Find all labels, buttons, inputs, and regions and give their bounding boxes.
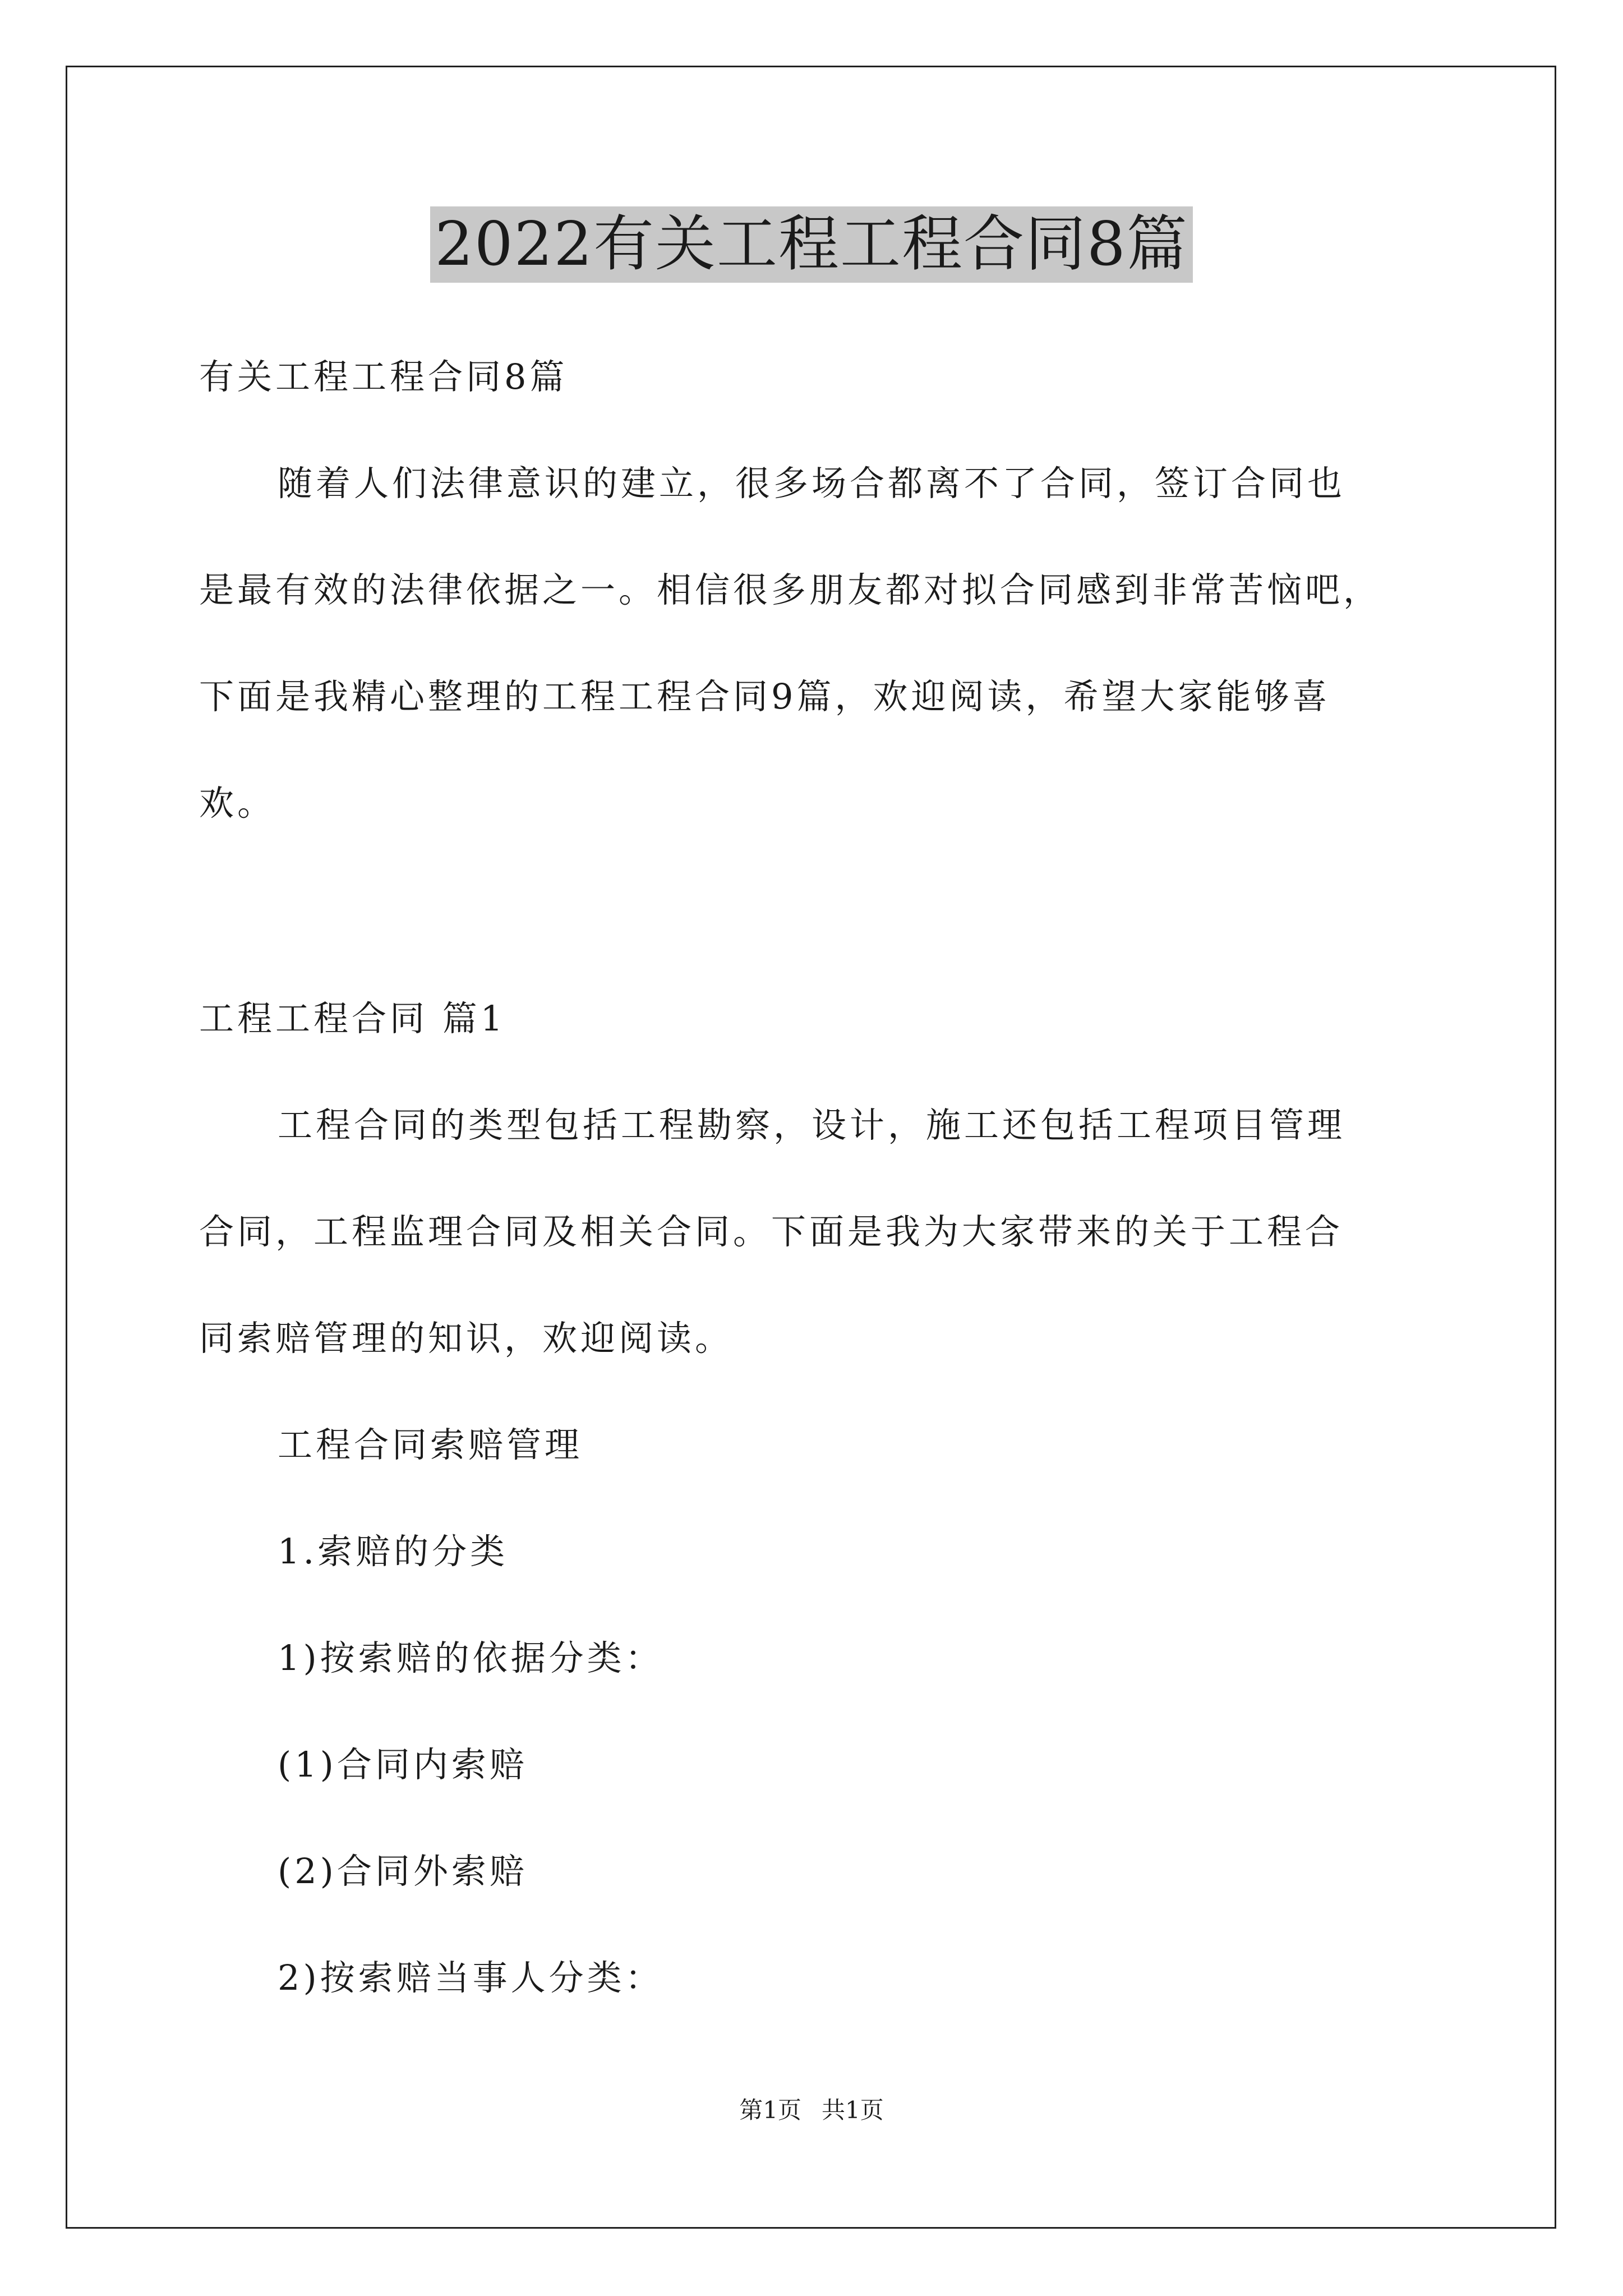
list-item: (1)合同内索赔 [278,1744,528,1785]
list-item: 1)按索赔的依据分类： [278,1637,663,1678]
paragraph-line: 下面是我精心整理的工程工程合同9篇，欢迎阅读，希望大家能够喜 [199,676,1331,717]
page-footer [0,2095,1623,2126]
page-number: 第1页 [739,2096,801,2124]
paragraph-line: 合同，工程监理合同及相关合同。下面是我为大家带来的关于工程合 [199,1211,1344,1252]
paragraph-line: 是最有效的法律依据之一。相信很多朋友都对拟合同感到非常苦恼吧， [199,569,1382,610]
title-container [0,206,1623,283]
paragraph-line: 同索赔管理的知识，欢迎阅读。 [199,1318,734,1359]
page-total: 共1页 [822,2096,884,2124]
section-heading: 工程工程合同 篇1 [199,998,506,1039]
paragraph-line: 工程合同的类型包括工程勘察，设计，施工还包括工程项目管理 [278,1105,1346,1145]
paragraph-line: 欢。 [199,783,276,823]
list-item: 1.索赔的分类 [278,1531,509,1572]
paragraph-line: 随着人们法律意识的建立，很多场合都离不了合同，签订合同也 [278,463,1346,504]
list-item: 2)按索赔当事人分类： [278,1957,663,1998]
subheading-line: 工程合同索赔管理 [278,1424,583,1465]
document-title: 2022有关工程工程合同8篇 [430,206,1193,283]
subtitle-line: 有关工程工程合同8篇 [199,356,568,397]
list-item: (2)合同外索赔 [278,1851,528,1892]
